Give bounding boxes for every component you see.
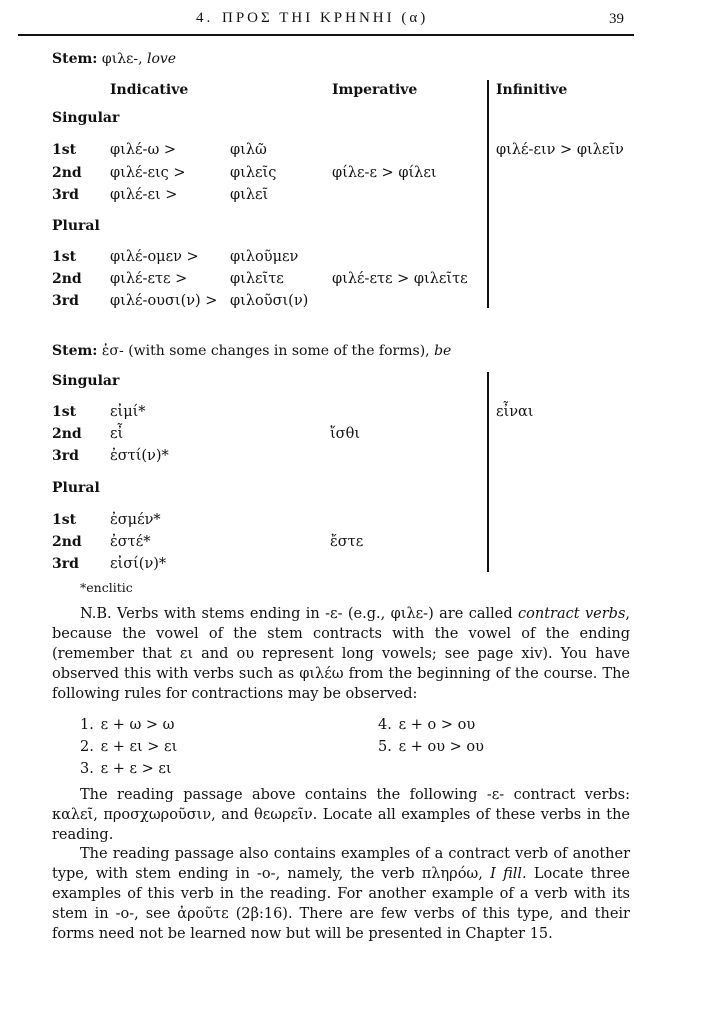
stem-label: Stem:	[52, 51, 98, 67]
para3-text-b: Locate three examples of this verb in the reading. For another example of a verb with its stem in -ο-, see ἀροῦτε (2β:16). There are few verbs of this type, and their forms need not be learned now but will be presented in Chapter 15.	[52, 866, 630, 942]
indicative-form: ἐσμέν*	[110, 512, 161, 528]
stem-form: φιλε-,	[101, 51, 143, 67]
uncontracted-form: φιλέ-ουσι(ν) >	[110, 293, 218, 309]
uncontracted-form: φιλέ-ομεν >	[110, 249, 199, 265]
para3-text	[52, 844, 630, 944]
page-number: 39	[609, 11, 624, 27]
contracted-form: φιλεῖτε	[230, 271, 284, 287]
rule-item	[80, 717, 175, 733]
uncontracted-form: φιλέ-ω >	[110, 142, 177, 158]
singular-label: Singular	[52, 373, 120, 389]
uncontracted-form: φιλέ-εις >	[110, 165, 186, 181]
para3-gloss: I fill.	[490, 866, 527, 882]
footnote-enclitic: *enclitic	[80, 580, 133, 595]
person-label: 1st	[52, 142, 77, 158]
person-label: 1st	[52, 512, 77, 528]
plural-label: Plural	[52, 480, 100, 496]
person-label: 3rd	[52, 556, 79, 572]
contracted-form: φιλεῖς	[230, 165, 277, 181]
nb-term: contract verbs	[518, 606, 626, 622]
contracted-form: φιλῶ	[230, 142, 267, 158]
rule-item	[378, 717, 475, 733]
rule-number: 5.	[378, 739, 392, 755]
contracted-form: φιλοῦμεν	[230, 249, 299, 265]
rule-text: ε + ου > ου	[398, 739, 484, 755]
person-label: 3rd	[52, 293, 79, 309]
nb-paragraph	[52, 604, 630, 704]
stem-line-eimi	[52, 343, 451, 359]
para3-text-a: The reading passage also contains examples of a contract verb of another type, with stem ending in -ο-, namely, the verb πληρόω,	[52, 846, 630, 882]
rule-number: 4.	[378, 717, 392, 733]
imperative-form: φίλε-ε > φίλει	[332, 165, 437, 181]
rule-number: 1.	[80, 717, 94, 733]
stem-label: Stem:	[52, 343, 98, 359]
stem-note: (with some changes in some of the forms),	[128, 343, 430, 359]
plural-label: Plural	[52, 218, 100, 234]
rule-text: ε + ω > ω	[100, 717, 175, 733]
nb-text	[52, 604, 630, 704]
nb-text-a: N.B. Verbs with stems ending in -ε- (e.g., φιλε-) are called	[80, 606, 519, 622]
rule-item	[80, 739, 177, 755]
col-indicative: Indicative	[110, 82, 189, 98]
rule-number: 2.	[80, 739, 94, 755]
indicative-form: εἰμί*	[110, 404, 146, 420]
column-divider	[487, 80, 489, 308]
uncontracted-form: φιλέ-ει >	[110, 187, 178, 203]
person-label: 2nd	[52, 534, 82, 550]
infinitive-form: εἶναι	[496, 404, 534, 420]
col-infinitive: Infinitive	[496, 82, 568, 98]
para2-text: The reading passage above contains the following -ε- contract verbs: καλεῖ, προσχωροῦσιν, and θεωρεῖν. Locate all examples of these verbs in the reading.	[52, 787, 630, 843]
indicative-form: ἐστέ*	[110, 534, 151, 550]
indicative-form: εἰσί(ν)*	[110, 556, 167, 572]
stem-form: ἐσ-	[101, 343, 124, 359]
indicative-form: εἶ	[110, 426, 124, 442]
reading-paragraph-2	[52, 844, 630, 944]
nb-text-b: , because the vowel of the stem contracts with the vowel of the ending (remember that ει and ου represent long vowels; see page xiv). You have observed this with verbs such as φιλέω from the beginning of the course. The following rules for contractions may be observed:	[52, 606, 631, 702]
rule-number: 3.	[80, 761, 94, 777]
person-label: 2nd	[52, 165, 82, 181]
rule-item	[378, 739, 484, 755]
stem-gloss: love	[146, 51, 177, 67]
contracted-form: φιλοῦσι(ν)	[230, 293, 309, 309]
imperative-form: ἔστε	[330, 534, 364, 550]
imperative-form: ἴσθι	[330, 426, 360, 442]
person-label: 1st	[52, 249, 77, 265]
contracted-form: φιλεῖ	[230, 187, 269, 203]
indicative-form: ἐστί(ν)*	[110, 448, 169, 464]
singular-label: Singular	[52, 110, 120, 126]
imperative-form: φιλέ-ετε > φιλεῖτε	[332, 271, 468, 287]
chapter-title: ΠΡΟΣ ΤΗΙ ΚΡΗΝΗΙ (α)	[222, 10, 429, 26]
uncontracted-form: φιλέ-ετε >	[110, 271, 188, 287]
rule-text: ε + ο > ου	[398, 717, 476, 733]
person-label: 1st	[52, 404, 77, 420]
rule-item	[80, 761, 172, 777]
infinitive-form: φιλέ-ειν > φιλεῖν	[496, 142, 624, 158]
rule-text: ε + ει > ει	[100, 739, 178, 755]
stem-gloss: be	[434, 343, 452, 359]
col-imperative: Imperative	[332, 82, 418, 98]
person-label: 3rd	[52, 187, 79, 203]
chapter-number: 4.	[196, 10, 214, 26]
person-label: 3rd	[52, 448, 79, 464]
column-divider	[487, 372, 489, 572]
person-label: 2nd	[52, 271, 82, 287]
person-label: 2nd	[52, 426, 82, 442]
stem-line-phileo	[52, 51, 176, 67]
rule-text: ε + ε > ει	[100, 761, 172, 777]
reading-paragraph-1	[52, 785, 630, 845]
header-rule	[18, 34, 634, 36]
